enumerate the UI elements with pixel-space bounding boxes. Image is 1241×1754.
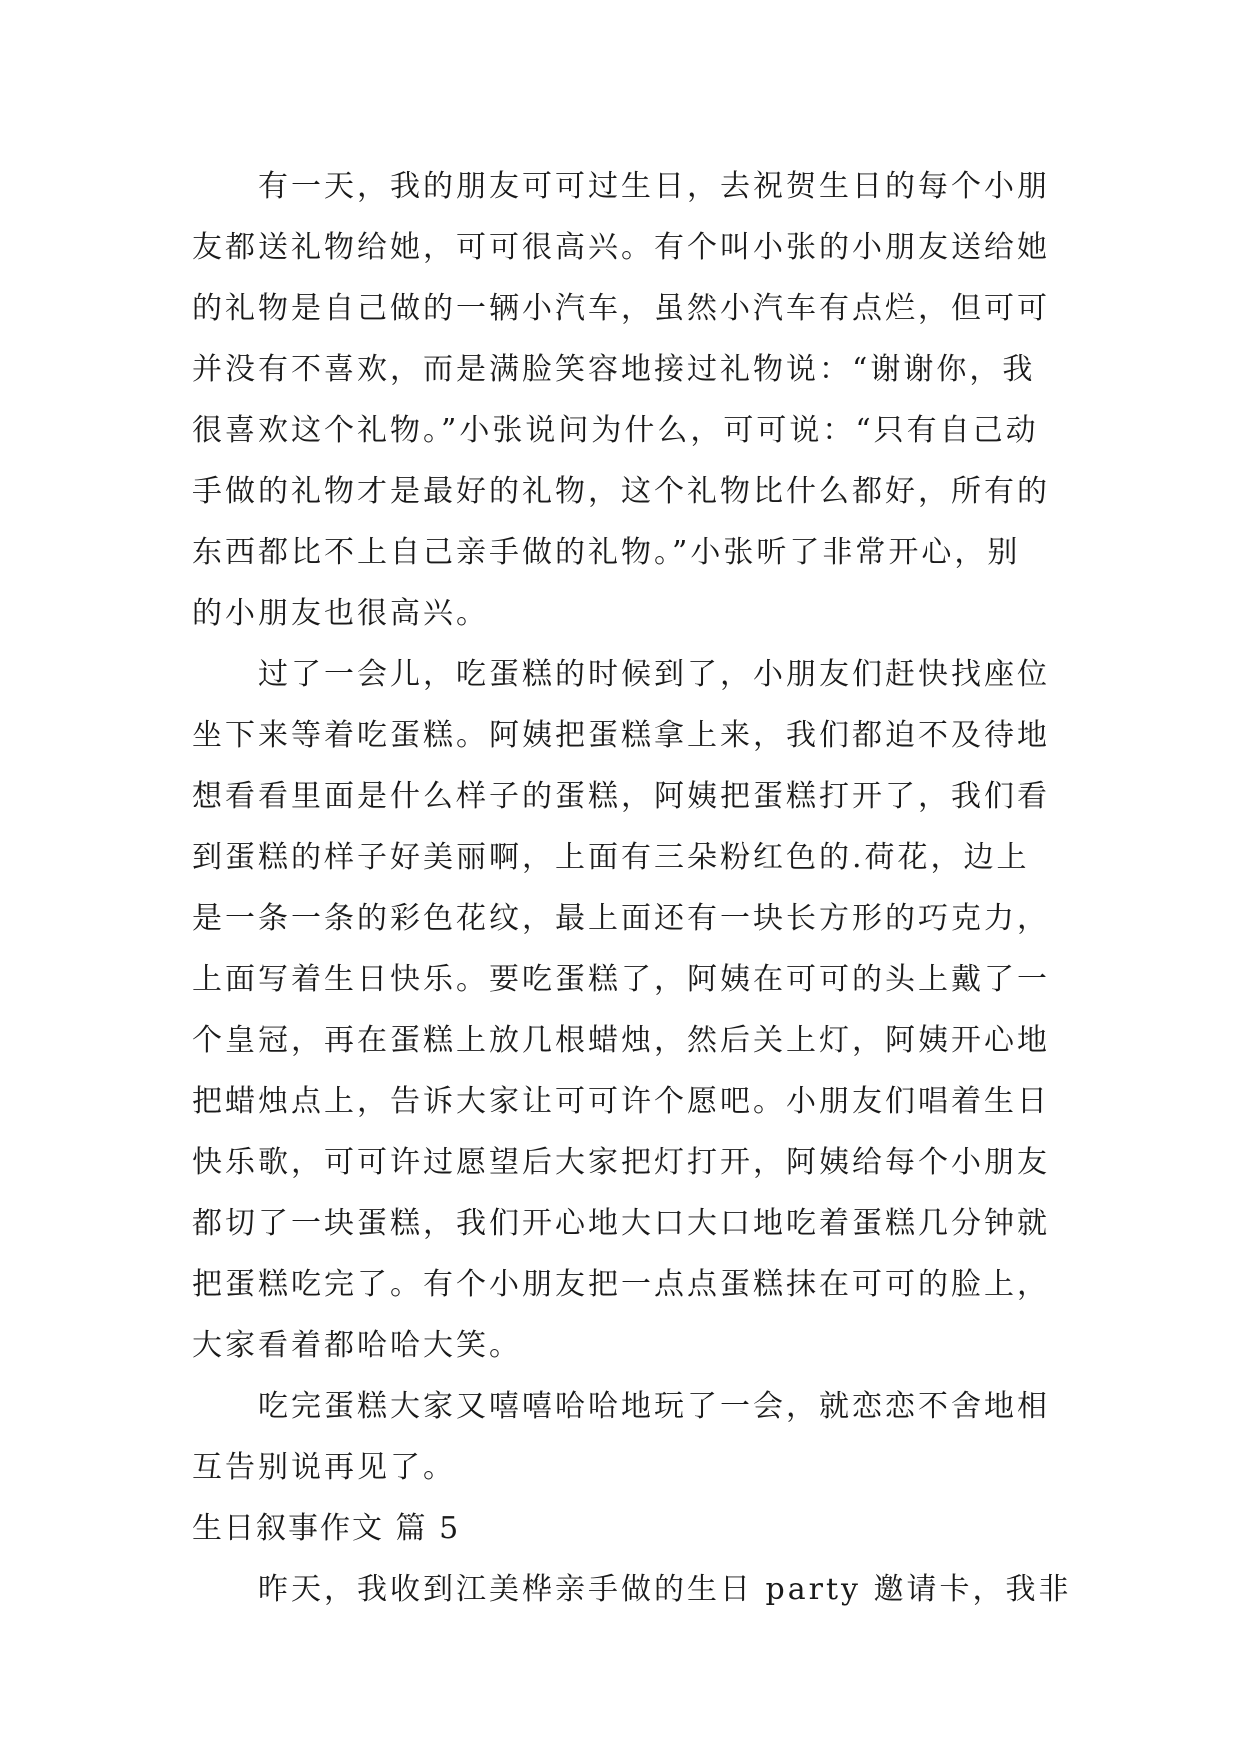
document-body bbox=[192, 156, 1072, 1620]
paragraph-1-line-1: 有一天，我的朋友可可过生日，去祝贺生日的每个小朋 bbox=[258, 169, 1050, 204]
paragraph-2-line-5: 是一条一条的彩色花纹，最上面还有一块长方形的巧克力， bbox=[192, 901, 1050, 936]
paragraph-2-line-2: 坐下来等着吃蛋糕。阿姨把蛋糕拿上来，我们都迫不及待地 bbox=[192, 718, 1050, 753]
paragraph-2-line-6: 上面写着生日快乐。要吃蛋糕了，阿姨在可可的头上戴了一 bbox=[192, 962, 1050, 997]
paragraph-1-line-5: 很喜欢这个礼物。”小张说问为什么，可可说：“只有自己动 bbox=[192, 413, 1039, 448]
paragraph-1-line-4: 并没有不喜欢，而是满脸笑容地接过礼物说：“谢谢你，我 bbox=[192, 352, 1036, 387]
paragraph-2-line-1: 过了一会儿，吃蛋糕的时候到了，小朋友们赶快找座位 bbox=[258, 657, 1050, 692]
paragraph-1-line-7: 东西都比不上自己亲手做的礼物。”小张听了非常开心，别 bbox=[192, 535, 1021, 570]
paragraph-2-line-9: 快乐歌，可可许过愿望后大家把灯打开，阿姨给每个小朋友 bbox=[192, 1145, 1050, 1180]
paragraph-2-line-10: 都切了一块蛋糕，我们开心地大口大口地吃着蛋糕几分钟就 bbox=[192, 1206, 1050, 1241]
paragraph-1-line-8: 的小朋友也很高兴。 bbox=[192, 596, 489, 631]
paragraph-2-line-3: 想看看里面是什么样子的蛋糕，阿姨把蛋糕打开了，我们看 bbox=[192, 779, 1050, 814]
paragraph-1-line-6: 手做的礼物才是最好的礼物，这个礼物比什么都好，所有的 bbox=[192, 474, 1050, 509]
paragraph-1-line-2: 友都送礼物给她，可可很高兴。有个叫小张的小朋友送给她 bbox=[192, 230, 1050, 265]
paragraph-2-line-8: 把蜡烛点上，告诉大家让可可许个愿吧。小朋友们唱着生日 bbox=[192, 1084, 1050, 1119]
final-paragraph-line-1: 昨天，我收到江美桦亲手做的生日 party 邀请卡，我非 bbox=[258, 1572, 1072, 1607]
paragraph-1-line-3: 的礼物是自己做的一辆小汽车，虽然小汽车有点烂，但可可 bbox=[192, 291, 1050, 326]
paragraph-2-line-11: 把蛋糕吃完了。有个小朋友把一点点蛋糕抹在可可的脸上， bbox=[192, 1267, 1050, 1302]
paragraph-2-line-12: 大家看着都哈哈大笑。 bbox=[192, 1328, 522, 1363]
paragraph-3-line-1: 吃完蛋糕大家又嘻嘻哈哈地玩了一会，就恋恋不舍地相 bbox=[258, 1389, 1050, 1424]
paragraph-2-line-4: 到蛋糕的样子好美丽啊，上面有三朵粉红色的.荷花，边上 bbox=[192, 840, 1030, 875]
paragraph-3-line-2: 互告别说再见了。 bbox=[192, 1450, 456, 1485]
section-heading: 生日叙事作文 篇 5 bbox=[192, 1511, 461, 1546]
paragraph-2-line-7: 个皇冠，再在蛋糕上放几根蜡烛，然后关上灯，阿姨开心地 bbox=[192, 1023, 1050, 1058]
